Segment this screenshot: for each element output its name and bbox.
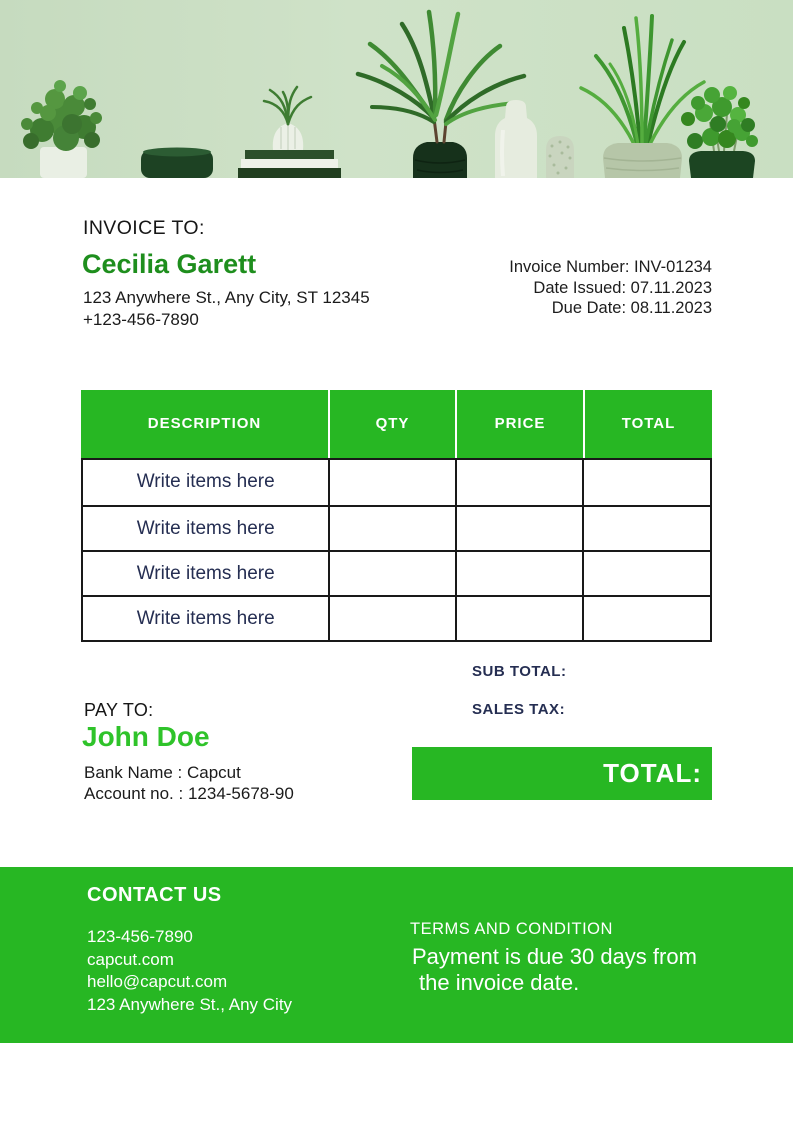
- cell-price[interactable]: [455, 460, 582, 505]
- cell-qty[interactable]: [328, 552, 454, 595]
- sales-tax-label: SALES TAX:: [472, 701, 566, 718]
- date-issued: Date Issued: 07.11.2023: [533, 278, 712, 297]
- table-row: [83, 550, 710, 595]
- table-row: [83, 505, 710, 550]
- due-date: Due Date: 08.11.2023: [551, 299, 712, 317]
- email-link[interactable]: hello@capcut.com: [87, 972, 228, 991]
- website-link[interactable]: capcut.com: [87, 949, 174, 969]
- sub-total-label: SUB TOTAL:: [472, 663, 567, 680]
- footer: [0, 867, 793, 1043]
- cell-total[interactable]: [582, 552, 710, 595]
- column-header-qty: QTY: [328, 390, 455, 458]
- client-name: Cecilia Garett: [82, 249, 257, 279]
- terms-text: [412, 944, 697, 995]
- cell-description[interactable]: Write items here: [136, 563, 275, 584]
- cell-total[interactable]: [582, 460, 710, 505]
- plants-photo: [0, 0, 793, 178]
- client-phone: +123-456-7890: [83, 310, 199, 329]
- total-label: TOTAL:: [603, 758, 702, 788]
- payee-name: John Doe: [82, 721, 210, 752]
- terms-heading: TERMS AND CONDITION: [410, 920, 613, 938]
- contact-us-heading: CONTACT US: [87, 884, 222, 906]
- cell-description[interactable]: Write items here: [136, 518, 275, 539]
- client-address: 123 Anywhere St., Any City, ST 12345: [83, 288, 370, 307]
- items-table: [81, 390, 712, 642]
- account-number: Account no. : 1234-5678-90: [84, 784, 294, 803]
- cell-qty[interactable]: [328, 507, 454, 550]
- cell-price[interactable]: [455, 597, 582, 640]
- cell-description[interactable]: Write items here: [136, 471, 275, 492]
- column-header-total: TOTAL: [583, 390, 712, 458]
- contact-info: [87, 926, 292, 1016]
- cell-total[interactable]: [582, 507, 710, 550]
- invoice-meta: [509, 257, 712, 319]
- contact-address: 123 Anywhere St., Any City: [87, 994, 293, 1014]
- table-header-row: [81, 390, 712, 458]
- table-body: [81, 458, 712, 642]
- terms-line: Payment is due 30 days from: [412, 944, 697, 969]
- cell-price[interactable]: [455, 552, 582, 595]
- contact-phone: 123-456-7890: [87, 927, 193, 946]
- invoice-to-label: INVOICE TO:: [83, 217, 205, 239]
- cell-description[interactable]: Write items here: [136, 608, 275, 629]
- bank-name: Bank Name : Capcut: [84, 763, 241, 782]
- pay-to-label: PAY TO:: [84, 700, 154, 720]
- table-row: [83, 595, 710, 640]
- terms-line: the invoice date.: [419, 969, 580, 995]
- column-header-price: PRICE: [455, 390, 583, 458]
- table-row: [83, 460, 710, 505]
- column-header-description: DESCRIPTION: [147, 415, 262, 432]
- speckled-vase-icon: [546, 136, 574, 178]
- dark-pot-icon: [141, 148, 213, 179]
- cell-qty[interactable]: [328, 597, 454, 640]
- total-bar: [412, 747, 712, 800]
- cell-price[interactable]: [455, 507, 582, 550]
- cell-qty[interactable]: [328, 460, 454, 505]
- invoice-number: Invoice Number: INV-01234: [509, 258, 712, 276]
- cell-total[interactable]: [582, 597, 710, 640]
